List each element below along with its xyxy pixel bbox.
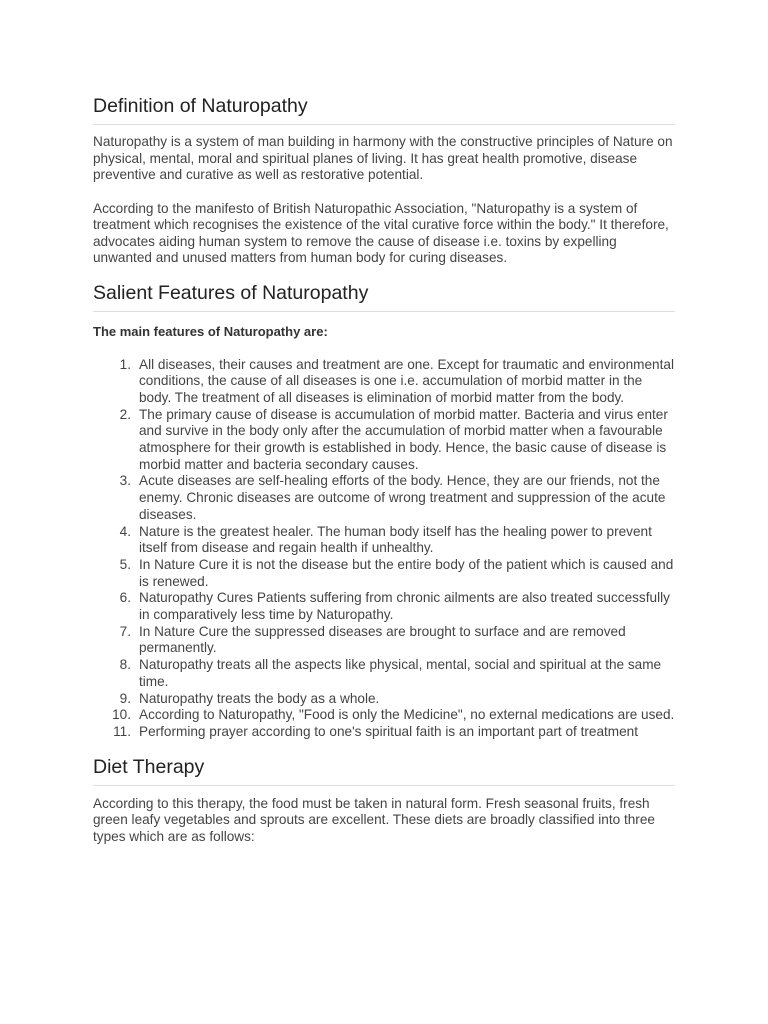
list-item-text: Acute diseases are self-healing efforts of the body. Hence, they are our friends, not the enemy. Chronic diseases are outcome of wrong treatment and suppression of the acute diseases. bbox=[139, 473, 666, 522]
list-item-text: The primary cause of disease is accumulation of morbid matter. Bacteria and virus enter and survive in the body only after the accumulation of morbid matter when a favourable atmosphere for their growth is established in body. Hence, the basic cause of disease is morbid matter and bacteria secondary causes. bbox=[139, 406, 668, 472]
list-item-number: 10. bbox=[112, 707, 131, 723]
list-item-text: Naturopathy treats all the aspects like physical, mental, social and spiritual at the same time. bbox=[139, 657, 662, 689]
list-item bbox=[93, 624, 675, 657]
section-title-definition: Definition of Naturopathy bbox=[93, 94, 675, 125]
list-item bbox=[93, 407, 675, 474]
features-intro: The main features of Naturopathy are: bbox=[93, 323, 328, 339]
section-title-features: Salient Features of Naturopathy bbox=[93, 281, 675, 312]
list-item-number: 6. bbox=[119, 590, 131, 606]
features-list bbox=[93, 357, 675, 741]
list-item-text: Performing prayer according to one's spiritual faith is an important part of treatment bbox=[139, 723, 639, 739]
list-item-text: According to Naturopathy, "Food is only the Medicine", no external medications are used. bbox=[139, 707, 675, 723]
list-item-number: 5. bbox=[119, 556, 131, 572]
list-item-text: In Nature Cure the suppressed diseases are brought to surface and are removed permanently. bbox=[139, 623, 626, 656]
list-item-text: Nature is the greatest healer. The human body itself has the healing power to prevent itself from disease and regain health if unhealthy. bbox=[139, 523, 652, 556]
list-item-number: 7. bbox=[119, 623, 131, 639]
list-item-number: 11. bbox=[113, 723, 131, 739]
diet-paragraph: According to this therapy, the food must be taken in natural form. Fresh seasonal fruits, fresh green leafy vegetables and sprouts are excellent. These diets are broadly classified into three types which are as follows: bbox=[93, 795, 655, 844]
list-item-number: 4. bbox=[119, 523, 131, 539]
document-page bbox=[93, 0, 675, 845]
list-item bbox=[93, 590, 675, 623]
list-item bbox=[93, 724, 675, 741]
list-item bbox=[93, 557, 675, 590]
list-item bbox=[93, 707, 675, 724]
list-item-number: 1. bbox=[119, 356, 131, 372]
list-item-text: All diseases, their causes and treatment are one. Except for traumatic and environmental conditions, the cause of all diseases is one i.e. accumulation of morbid matter in the body. The treatment of all diseases is elimination of morbid matter from the body. bbox=[139, 356, 674, 405]
list-item-text: Naturopathy treats the body as a whole. bbox=[139, 690, 380, 706]
list-item bbox=[93, 691, 675, 708]
list-item-number: 2. bbox=[119, 406, 131, 422]
list-item-text: Naturopathy Cures Patients suffering from chronic ailments are also treated successfully in comparatively less time by Naturopathy. bbox=[139, 590, 670, 623]
list-item-number: 9. bbox=[119, 690, 131, 706]
definition-paragraph-2: According to the manifesto of British Naturopathic Association, "Naturopathy is a system of treatment which recognises the existence of the vital curative force within the body." It therefore, advocates aiding human system to remove the cause of disease i.e. toxins by expelling unwanted and unused matters from human body for curing diseases. bbox=[93, 200, 669, 265]
list-item-number: 3. bbox=[119, 473, 131, 489]
list-item bbox=[93, 357, 675, 407]
section-title-diet: Diet Therapy bbox=[93, 755, 675, 786]
list-item bbox=[93, 524, 675, 557]
definition-paragraph-1: Naturopathy is a system of man building in harmony with the constructive principles of Nature on physical, mental, moral and spiritual planes of living. It has great health promotive, disease preventive and curative as well as restorative potential. bbox=[93, 134, 673, 182]
list-item-number: 8. bbox=[119, 657, 131, 673]
list-item-text: In Nature Cure it is not the disease but the entire body of the patient which is caused and is renewed. bbox=[139, 556, 674, 589]
list-item bbox=[93, 657, 675, 690]
list-item bbox=[93, 473, 675, 523]
